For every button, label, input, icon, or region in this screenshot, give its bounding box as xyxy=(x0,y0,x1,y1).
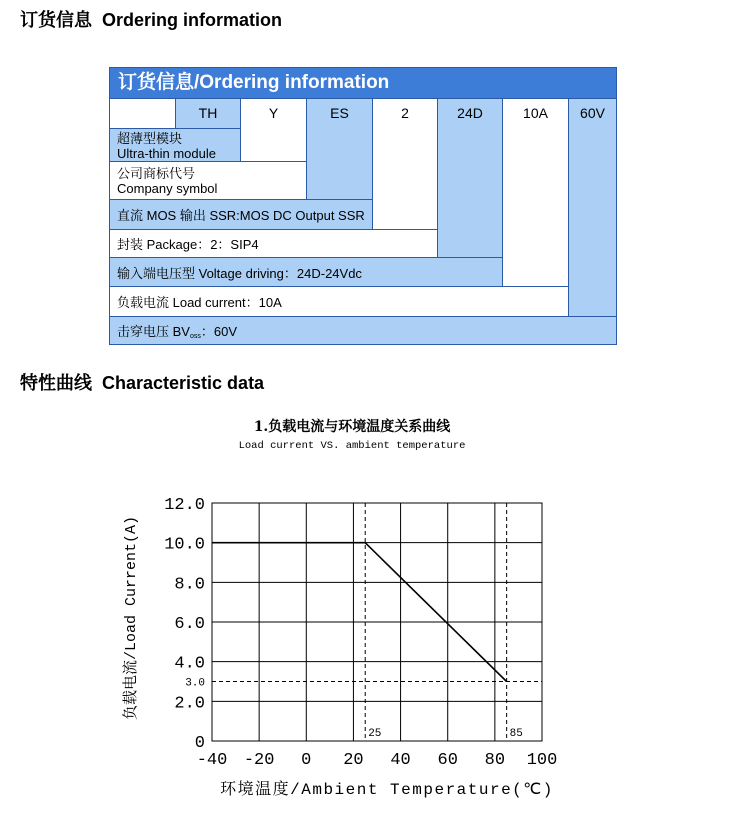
code-label: 10A xyxy=(523,105,548,121)
heading-cn: 特性曲线 xyxy=(20,373,92,393)
x-tick-label: -40 xyxy=(196,751,228,770)
description-cn: 超薄型模块 xyxy=(117,131,183,146)
characteristic-section-heading xyxy=(20,373,264,393)
y-tick-label: 8.0 xyxy=(174,575,205,595)
code-label: 24D xyxy=(457,105,483,121)
code-column-package xyxy=(373,98,438,229)
code-column-company xyxy=(241,98,307,161)
x-tick-label: 80 xyxy=(484,751,506,770)
y-tick-label: 0 xyxy=(194,734,205,753)
x-tick-label: 60 xyxy=(437,751,458,770)
chart-subtitle: Load current VS. ambient temperature xyxy=(238,440,466,452)
y-tick-label: 6.0 xyxy=(174,615,205,634)
reference-label: 85 xyxy=(509,728,523,740)
description-suffix: ：60V xyxy=(200,324,238,339)
ordering-diagram xyxy=(109,67,617,345)
x-tick-label: 0 xyxy=(301,751,312,770)
description-en: Company symbol xyxy=(117,181,218,196)
description-row-load-current xyxy=(110,286,569,316)
description-en: Ultra-thin module xyxy=(117,146,216,161)
description-row-input-voltage xyxy=(110,257,503,286)
description-row-breakdown-voltage xyxy=(110,316,616,344)
description-row-output-type xyxy=(110,199,373,229)
description-row-company xyxy=(110,161,307,199)
code-label: 2 xyxy=(401,105,409,121)
description-row-package xyxy=(110,229,438,257)
x-tick-label: 20 xyxy=(343,751,364,770)
code-label: 60V xyxy=(580,105,605,121)
y-tick-label: 4.0 xyxy=(174,654,205,674)
y-tick-label: 2.0 xyxy=(174,694,205,714)
code-label: ES xyxy=(330,105,349,121)
description-subscript: oss xyxy=(189,333,201,340)
x-axis-label: 环境温度/Ambient Temperature(℃) xyxy=(220,781,554,799)
description-text: 负载电流 Load current：10A xyxy=(117,295,282,310)
code-column-input-voltage xyxy=(438,98,503,257)
code-column-series xyxy=(176,98,241,128)
ordering-section-heading xyxy=(20,10,282,30)
x-tick-label: 40 xyxy=(390,751,411,770)
plot-area xyxy=(164,496,557,770)
x-tick-label: 100 xyxy=(526,751,558,770)
chart-title: 1.负载电流与环境温度关系曲线 xyxy=(253,419,451,435)
description-prefix: 击穿电压 BV xyxy=(117,324,190,339)
code-column-load-current xyxy=(503,98,569,286)
code-label: Y xyxy=(268,105,279,121)
description-row-series xyxy=(110,128,241,161)
code-column-output-type xyxy=(307,98,373,199)
description-text: 直流 MOS 输出 SSR:MOS DC Output SSR xyxy=(117,208,365,223)
description-cn: 公司商标代号 xyxy=(117,166,196,181)
load-current-curve xyxy=(212,543,507,682)
reference-label: 25 xyxy=(368,728,382,740)
heading-cn: 订货信息 xyxy=(20,10,92,30)
description-text xyxy=(117,321,237,340)
y-axis-label: 负载电流/Load Current(A) xyxy=(123,515,140,721)
y-tick-label: 10.0 xyxy=(164,535,205,555)
description-text: 输入端电压型 Voltage driving：24D-24Vdc xyxy=(117,265,362,281)
description-text: 封装 Package：2：SIP4 xyxy=(117,237,259,252)
y-tick-label: 12.0 xyxy=(164,496,205,515)
reference-label: 3.0 xyxy=(185,677,205,690)
code-label: TH xyxy=(198,105,218,121)
load-current-chart xyxy=(0,400,750,810)
x-tick-label: -20 xyxy=(243,751,275,770)
heading-en: Characteristic data xyxy=(102,373,265,393)
ordering-diagram-title: 订货信息/Ordering information xyxy=(110,68,616,98)
heading-en: Ordering information xyxy=(102,10,282,30)
code-cell-blank xyxy=(110,98,176,128)
code-column-breakdown-voltage xyxy=(569,98,616,316)
